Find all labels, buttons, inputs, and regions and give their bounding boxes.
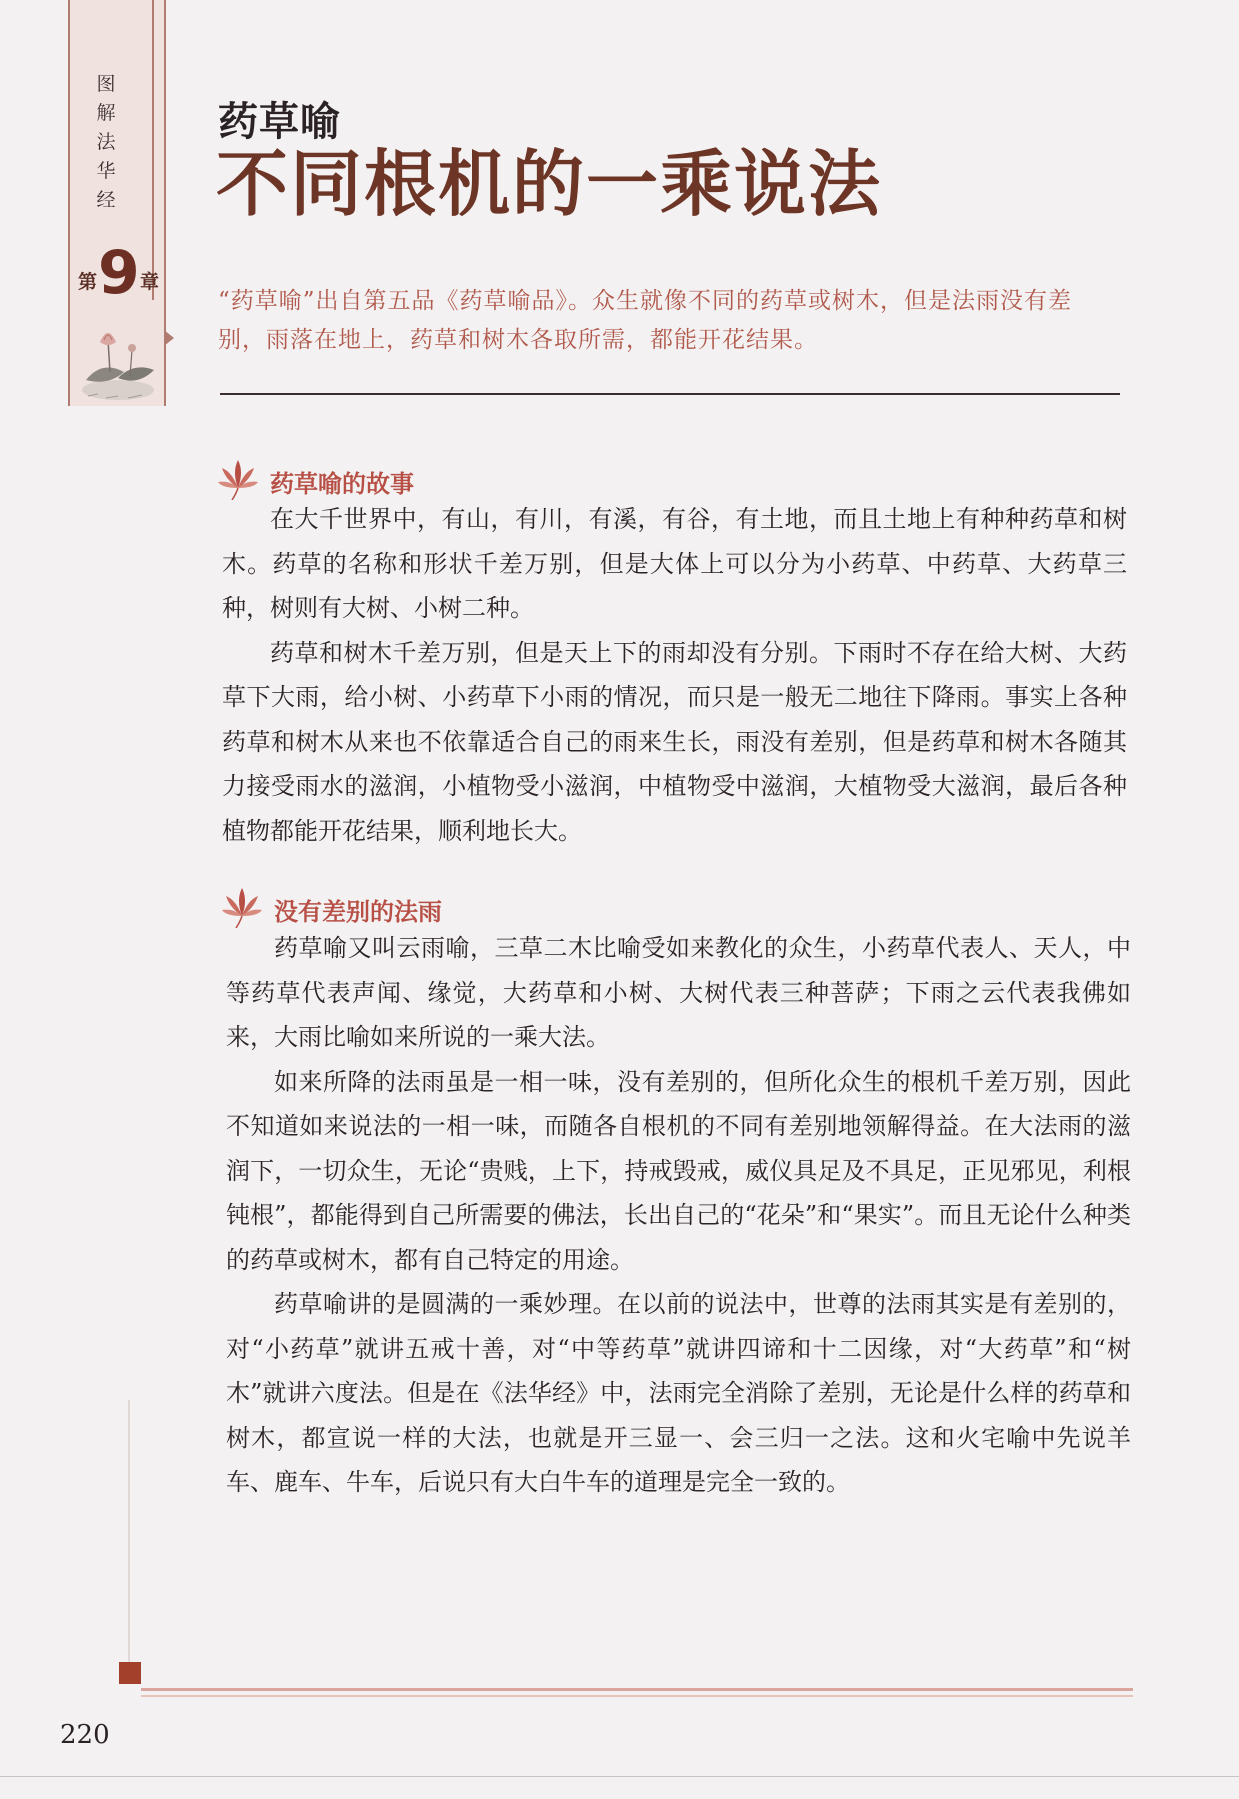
paragraph: 药草喻又叫云雨喻，三草二木比喻受如来教化的众生，小药草代表人、天人，中等药草代表声闻、缘觉，大药草和小树、大树代表三种菩萨；下雨之云代表我佛如来，大雨比喻如来所说的一乘大法。 bbox=[226, 934, 1131, 1051]
footer-rule bbox=[141, 1688, 1133, 1691]
book-title-char: 解 bbox=[96, 102, 116, 124]
book-title-vertical bbox=[86, 70, 126, 215]
chapter-suffix: 章 bbox=[140, 271, 160, 293]
book-title-char: 华 bbox=[96, 160, 116, 182]
footer-vertical-rule bbox=[128, 1400, 130, 1662]
section-body bbox=[226, 926, 1131, 1505]
chapter-prefix: 第 bbox=[78, 271, 98, 293]
book-title-char: 图 bbox=[96, 73, 116, 95]
paragraph: 在大千世界中，有山，有川，有溪，有谷，有土地，而且土地上有种种药草和树木。药草的名称和形状千差万别，但是大体上可以分为小药草、中药草、大药草三种，树则有大树、小树二种。 bbox=[222, 505, 1127, 622]
book-title-char: 法 bbox=[96, 131, 116, 153]
lotus-pond-illustration bbox=[78, 320, 158, 406]
scan-edge-line bbox=[0, 1776, 1239, 1777]
book-title-char: 经 bbox=[96, 189, 116, 211]
paragraph: 药草喻讲的是圆满的一乘妙理。在以前的说法中，世尊的法雨其实是有差别的，对“小药草”就讲五戒十善，对“中等药草”就讲四谛和十二因缘，对“大药草”和“树木”就讲六度法。但是在《法华经》中，法雨完全消除了差别，无论是什么样的药草和树木，都宣说一样的大法，也就是开三显一、会三归一之法。这和火宅喻中先说羊车、鹿车、牛车，后说只有大白牛车的道理是完全一致的。 bbox=[226, 1290, 1131, 1496]
section-heading-label: 没有差别的法雨 bbox=[274, 898, 442, 926]
section-body bbox=[222, 497, 1127, 853]
intro-summary: “药草喻”出自第五品《药草喻品》。众生就像不同的药草或树木，但是法雨没有差别，雨落在地上，药草和树木各取所需，都能开花结果。 bbox=[218, 288, 1073, 353]
lotus-icon bbox=[218, 458, 258, 500]
footer-square-marker bbox=[119, 1662, 141, 1684]
paragraph: 如来所降的法雨虽是一相一味，没有差别的，但所化众生的根机千差万别，因此不知道如来说法的一相一味，而随各自根机的不同有差别地领解得益。在大法雨的滋润下，一切众生，无论“贵贱，上下，持戒毁戒，威仪具足及不具足，正见邪见，利根钝根”，都能得到自己所需要的佛法，长出自己的“花朵”和“果实”。而且无论什么种类的药草或树木，都有自己特定的用途。 bbox=[226, 1067, 1131, 1274]
section-heading-label: 药草喻的故事 bbox=[270, 470, 414, 498]
page-number: 220 bbox=[60, 1720, 110, 1750]
tab-notch-marker bbox=[164, 330, 174, 346]
footer-rule-secondary bbox=[141, 1695, 1133, 1697]
chapter-kicker: 药草喻 bbox=[218, 98, 341, 145]
paragraph: 药草和树木千差万别，但是天上下的雨却没有分别。下雨时不存在给大树、大药草下大雨，给小树、小药草下小雨的情况，而只是一般无二地往下降雨。事实上各种药草和树木从来也不依靠适合自己的雨来生长，雨没有差别，但是药草和树木各随其力接受雨水的滋润，小植物受小滋润，中植物受中滋润，大植物受大滋润，最后各种植物都能开花结果，顺利地长大。 bbox=[222, 638, 1127, 845]
chapter-marker bbox=[74, 238, 166, 310]
page-title: 不同根机的一乘说法 bbox=[216, 141, 883, 226]
lotus-icon bbox=[222, 886, 262, 928]
chapter-number: 9 bbox=[98, 238, 140, 308]
chapter-side-tab bbox=[68, 0, 166, 406]
header-divider bbox=[220, 393, 1120, 395]
